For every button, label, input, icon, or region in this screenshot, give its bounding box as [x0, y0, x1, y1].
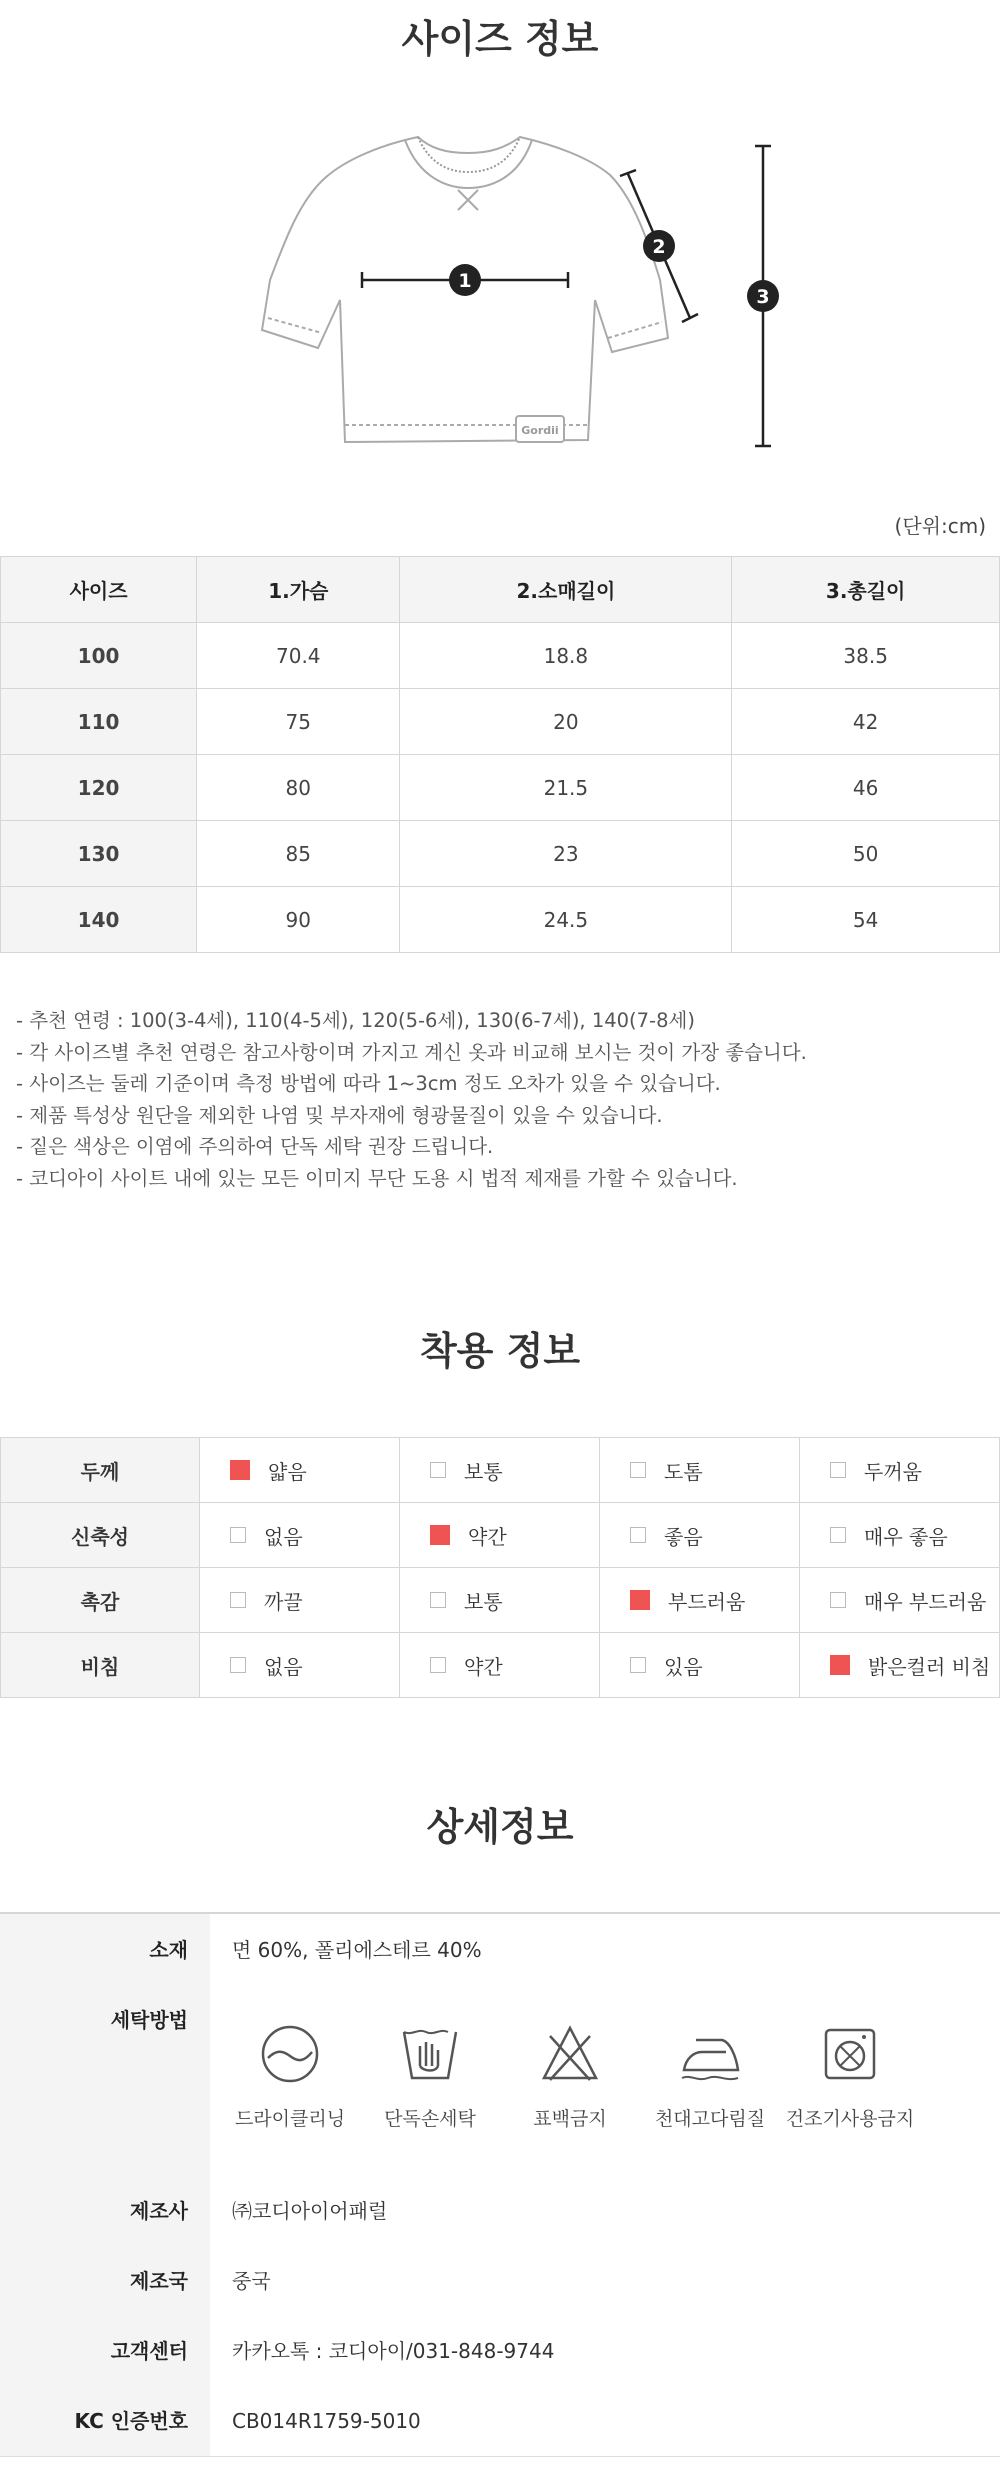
- wear-info-title: 착용 정보: [419, 1329, 581, 1373]
- country-label: 제조국: [0, 2246, 210, 2316]
- cs-label: 고객센터: [0, 2316, 210, 2386]
- option-label: 도톰: [664, 1459, 703, 1484]
- table-row: [1, 689, 1000, 755]
- checkbox-icon: [430, 1657, 446, 1673]
- wear-option: [600, 1568, 800, 1633]
- wear-option: [600, 1438, 800, 1503]
- no-bleach-icon: [538, 2022, 602, 2086]
- care-item: [780, 2022, 920, 2131]
- option-label: 보통: [464, 1589, 503, 1614]
- size-cell: 140: [1, 887, 197, 953]
- checkbox-icon: [230, 1592, 246, 1608]
- brand-tag: Gordii: [521, 424, 559, 437]
- size-table-header: [1, 557, 1000, 623]
- checkbox-icon: [430, 1592, 446, 1608]
- wear-row-label: 신축성: [1, 1503, 200, 1568]
- chest-cell: 80: [197, 755, 400, 821]
- wear-option: [400, 1438, 600, 1503]
- wash-label: 세탁방법: [0, 1986, 210, 2176]
- header-size: 사이즈: [1, 557, 197, 623]
- wear-option: [200, 1503, 400, 1568]
- chest-cell: 85: [197, 821, 400, 887]
- header-chest: 1.가슴: [197, 557, 400, 623]
- maker-label: 제조사: [0, 2176, 210, 2246]
- wear-option: [200, 1438, 400, 1503]
- wear-row-label: 촉감: [1, 1568, 200, 1633]
- option-label: 있음: [664, 1654, 703, 1679]
- wear-option: [800, 1568, 1000, 1633]
- sleeve-cell: 18.8: [400, 623, 732, 689]
- option-label: 없음: [264, 1654, 303, 1679]
- option-label: 보통: [464, 1459, 503, 1484]
- option-label: 좋음: [664, 1524, 703, 1549]
- checkbox-icon: [830, 1655, 850, 1675]
- length-cell: 38.5: [732, 623, 1000, 689]
- checkbox-icon: [430, 1462, 446, 1478]
- marker-2: 2: [652, 236, 666, 258]
- care-label: 천대고다림질: [654, 2108, 766, 2130]
- table-row: [1, 623, 1000, 689]
- wash-methods: [220, 1986, 1000, 2131]
- material-label: 소재: [0, 1914, 210, 1986]
- chest-cell: 70.4: [197, 623, 400, 689]
- chest-cell: 75: [197, 689, 400, 755]
- table-row: [1, 887, 1000, 953]
- wear-option: [600, 1633, 800, 1698]
- marker-3: 3: [756, 286, 770, 308]
- cs-value: 카카오톡 : 코디아이/031-848-9744: [232, 2339, 555, 2363]
- checkbox-icon: [630, 1657, 646, 1673]
- wear-option: [200, 1633, 400, 1698]
- note-line: - 코디아이 사이트 내에 있는 모든 이미지 무단 도용 시 법적 제재를 가할 수 있습니다.: [16, 1166, 738, 1190]
- length-cell: 50: [732, 821, 1000, 887]
- kc-value: CB014R1759-5010: [232, 2409, 421, 2433]
- wear-option: [200, 1568, 400, 1633]
- wear-table: [0, 1437, 1000, 1698]
- option-label: 없음: [264, 1524, 303, 1549]
- detail-row-cs: [0, 2316, 1000, 2386]
- option-label: 매우 부드러움: [864, 1589, 987, 1614]
- dry-cleaning-icon: [258, 2022, 322, 2086]
- option-label: 얇음: [268, 1459, 307, 1484]
- wear-option: [400, 1503, 600, 1568]
- size-notes: [16, 1005, 807, 1194]
- marker-1: 1: [458, 270, 472, 292]
- detail-row-wash: [0, 1986, 1000, 2176]
- wear-option: [400, 1633, 600, 1698]
- size-cell: 120: [1, 755, 197, 821]
- country-value: 중국: [232, 2269, 271, 2293]
- table-row: [1, 755, 1000, 821]
- sleeve-cell: 20: [400, 689, 732, 755]
- chest-cell: 90: [197, 887, 400, 953]
- option-label: 매우 좋음: [864, 1524, 948, 1549]
- tshirt-size-diagram: [0, 0, 1000, 500]
- wear-row-seethrough: [1, 1633, 1000, 1698]
- sleeve-cell: 23: [400, 821, 732, 887]
- checkbox-icon: [830, 1592, 846, 1608]
- sleeve-cell: 21.5: [400, 755, 732, 821]
- detail-info-table: [0, 1912, 1000, 2457]
- size-info-title: 사이즈 정보: [401, 17, 599, 61]
- sleeve-cell: 24.5: [400, 887, 732, 953]
- note-line: - 각 사이즈별 추천 연령은 참고사항이며 가지고 계신 옷과 비교해 보시는 것이 가장 좋습니다.: [16, 1040, 807, 1064]
- detail-row-country: [0, 2246, 1000, 2316]
- checkbox-icon: [230, 1460, 250, 1480]
- checkbox-icon: [630, 1527, 646, 1543]
- checkbox-icon: [830, 1527, 846, 1543]
- checkbox-icon: [630, 1590, 650, 1610]
- option-label: 밝은컬러 비침: [868, 1654, 991, 1679]
- header-sleeve: 2.소매길이: [400, 557, 732, 623]
- care-item: [360, 2022, 500, 2131]
- care-item: [220, 2022, 360, 2131]
- option-label: 약간: [468, 1524, 507, 1549]
- care-label: 건조기사용금지: [785, 2108, 915, 2130]
- length-cell: 54: [732, 887, 1000, 953]
- care-item: [640, 2022, 780, 2131]
- care-label: 드라이클리닝: [234, 2108, 346, 2130]
- wear-option: [400, 1568, 600, 1633]
- note-line: - 제품 특성상 원단을 제외한 나염 및 부자재에 형광물질이 있을 수 있습니다.: [16, 1103, 663, 1127]
- wear-row-label: 비침: [1, 1633, 200, 1698]
- option-label: 약간: [464, 1654, 503, 1679]
- unit-label: (단위:cm): [894, 514, 986, 538]
- wear-option: [800, 1633, 1000, 1698]
- note-line: - 사이즈는 둘레 기준이며 측정 방법에 따라 1~3cm 정도 오차가 있을 수 있습니다.: [16, 1072, 721, 1095]
- note-line: - 추천 연령 : 100(3-4세), 110(4-5세), 120(5-6세), 130(6-7세), 140(7-8세): [16, 1009, 695, 1032]
- wear-row-stretch: [1, 1503, 1000, 1568]
- length-cell: 46: [732, 755, 1000, 821]
- detail-row-maker: [0, 2176, 1000, 2246]
- care-label: 단독손세탁: [384, 2108, 476, 2130]
- maker-value: ㈜코디아이어패럴: [232, 2199, 388, 2223]
- checkbox-icon: [230, 1657, 246, 1673]
- care-item: [500, 2022, 640, 2131]
- wear-row-thickness: [1, 1438, 1000, 1503]
- wear-option: [600, 1503, 800, 1568]
- no-tumble-dry-icon: [818, 2022, 882, 2086]
- detail-info-title: 상세정보: [426, 1805, 574, 1849]
- header-length: 3.총길이: [732, 557, 1000, 623]
- wear-option: [800, 1438, 1000, 1503]
- option-label: 부드러움: [668, 1589, 746, 1614]
- option-label: 두꺼움: [864, 1459, 922, 1484]
- table-row: [1, 821, 1000, 887]
- wear-row-label: 두께: [1, 1438, 200, 1503]
- size-cell: 110: [1, 689, 197, 755]
- hand-wash-icon: [398, 2022, 462, 2086]
- checkbox-icon: [830, 1462, 846, 1478]
- wear-option: [800, 1503, 1000, 1568]
- note-line: - 짙은 색상은 이염에 주의하여 단독 세탁 권장 드립니다.: [16, 1135, 494, 1158]
- kc-label: KC 인증번호: [0, 2386, 210, 2456]
- checkbox-icon: [630, 1462, 646, 1478]
- detail-row-material: [0, 1914, 1000, 1986]
- option-label: 까끌: [264, 1589, 303, 1614]
- checkbox-icon: [430, 1525, 450, 1545]
- detail-row-kc: [0, 2386, 1000, 2456]
- material-value: 면 60%, 폴리에스테르 40%: [232, 1938, 482, 1962]
- size-cell: 130: [1, 821, 197, 887]
- care-label: 표백금지: [533, 2108, 607, 2130]
- wear-row-texture: [1, 1568, 1000, 1633]
- size-table: [0, 556, 1000, 953]
- cloth-iron-icon: [678, 2022, 742, 2086]
- checkbox-icon: [230, 1527, 246, 1543]
- length-cell: 42: [732, 689, 1000, 755]
- size-cell: 100: [1, 623, 197, 689]
